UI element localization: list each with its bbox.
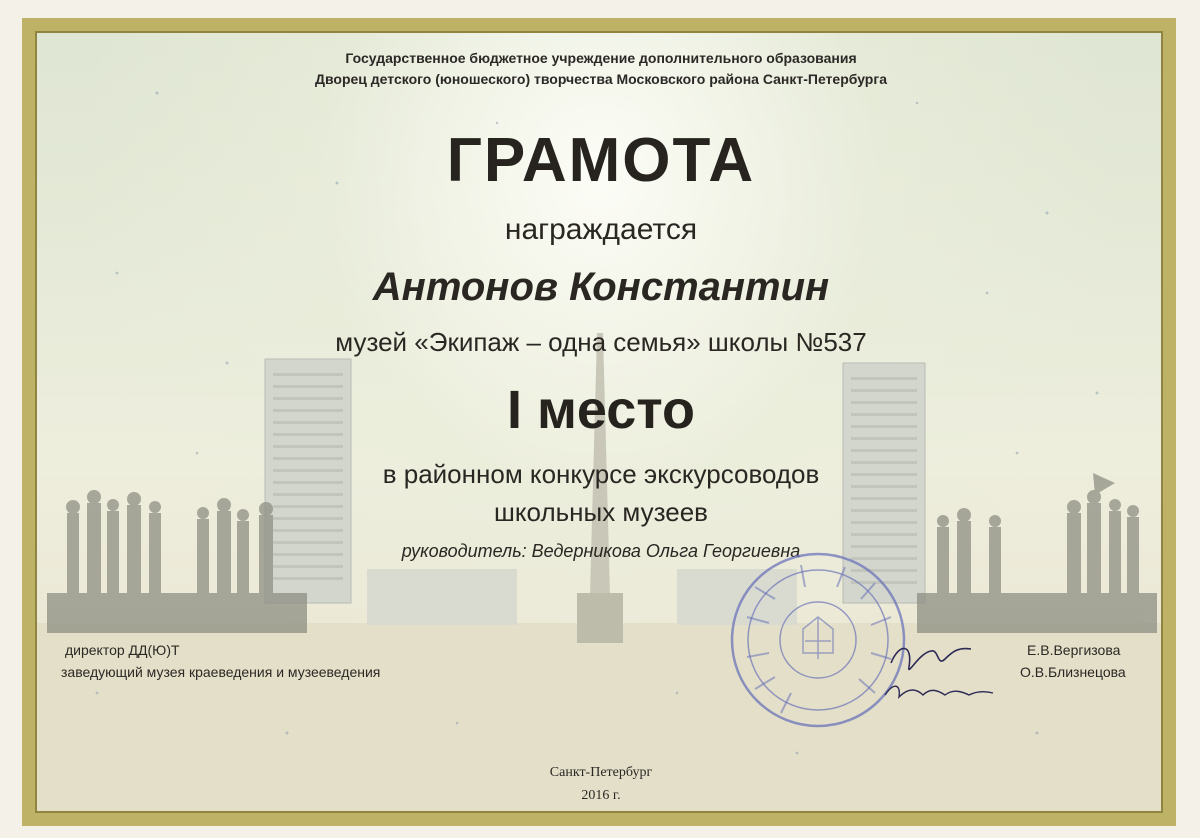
leader-text: руководитель: Ведерникова Ольга Георгиевна	[401, 541, 801, 561]
recipient-name: Антонов Константин	[372, 265, 830, 309]
center-building-left	[367, 569, 517, 625]
contest-line-2: школьных музеев	[494, 497, 708, 527]
issue-year: 2016 г.	[581, 788, 621, 803]
contest-line-1: в районном конкурсе экскурсоводов	[382, 459, 820, 489]
signatory-left-1: директор ДД(Ю)Т	[65, 642, 180, 658]
certificate-body	[35, 31, 1163, 813]
certificate-title: ГРАМОТА	[446, 126, 756, 195]
organization-line-1: Государственное бюджетное учреждение дополнительного образования	[345, 50, 857, 66]
place-text: I место	[506, 380, 696, 440]
museum-text: музей «Экипаж – одна семья» школы №537	[335, 327, 867, 357]
signatory-left-2: заведующий музея краеведения и музееведения	[61, 664, 381, 680]
signatory-right-2: О.В.Близнецова	[1020, 664, 1126, 680]
awarded-text: награждается	[504, 213, 698, 246]
monument-base	[577, 593, 623, 643]
city-name: Санкт-Петербург	[549, 765, 653, 780]
signatory-right-1: Е.В.Вергизова	[1027, 642, 1121, 658]
handwritten-signature	[879, 633, 999, 713]
organization-line-2: Дворец детского (юношеского) творчества Московского района Санкт-Петербурга	[315, 71, 887, 87]
